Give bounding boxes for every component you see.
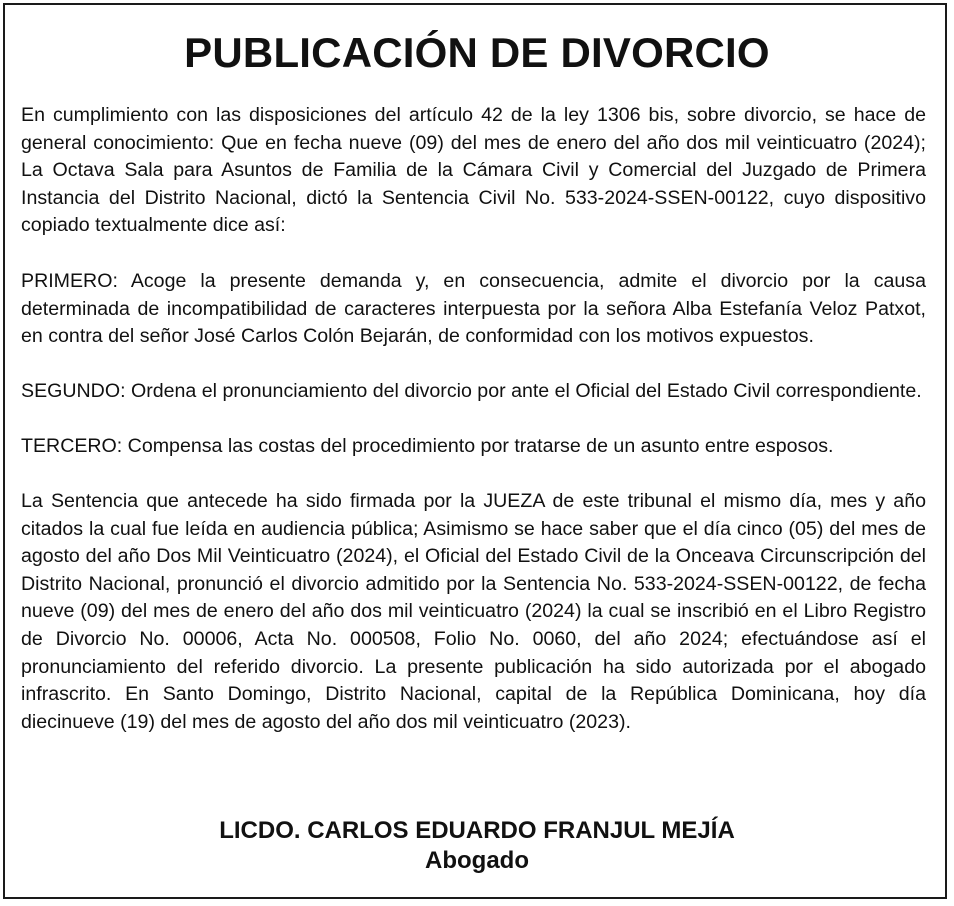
intro-paragraph: En cumplimiento con las disposiciones del artículo 42 de la ley 1306 bis, sobre divorcio, se hace de general conocimiento: Que en fecha nueve (09) del mes de enero del año dos mil veinticuatro (2024); La Octava Sala para Asuntos de Familia de la Cámara Civil y Comercial del Juzgado de Primera Instancia del Distrito Nacional, dictó la Sentencia Civil No. 533-2024-SSEN-00122, cuyo dispositivo copiado textualmente dice así: xyxy=(21,104,926,237)
closing-paragraph: La Sentencia que antecede ha sido firmada por la JUEZA de este tribunal el mismo día, mes y año citados la cual fue leída en audiencia pública; Asimismo se hace saber que el día cinco (05) del mes de agosto del año Dos Mil Veinticuatro (2024), el Oficial del Estado Civil de la Onceava Circunscripción del Distrito Nacional, pronunció el divorcio admitido por la Sentencia No. 533-2024-SSEN-00122, de fecha nueve (09) del mes de enero del año dos mil veinticuatro (2024) la cual se inscribió en el Libro Registro de Divorcio No. 00006, Acta No. 000508, Folio No. 0060, del año 2024; efectuándose así el pronunciamiento del referido divorcio. La presente publicación ha sido autorizada por el abogado infrascrito. En Santo Domingo, Distrito Nacional, capital de la República Dominicana, hoy día diecinueve (19) del mes de agosto del año dos mil veinticuatro (2023). xyxy=(21,490,926,733)
primero-paragraph: PRIMERO: Acoge la presente demanda y, en consecuencia, admite el divorcio por la causa determinada de incompatibilidad de caracteres interpuesta por la señora Alba Estefanía Veloz Patxot, en contra del señor José Carlos Colón Bejarán, de conformidad con los motivos expuestos. xyxy=(21,270,926,348)
signatory-name: LICDO. CARLOS EDUARDO FRANJUL MEJÍA xyxy=(219,817,735,844)
tercero-paragraph: TERCERO: Compensa las costas del procedimiento por tratarse de un asunto entre esposos. xyxy=(21,435,834,457)
notice-title: PUBLICACIÓN DE DIVORCIO xyxy=(184,29,770,76)
segundo-paragraph: SEGUNDO: Ordena el pronunciamiento del divorcio por ante el Oficial del Estado Civil correspondiente. xyxy=(21,380,922,402)
signatory-role: Abogado xyxy=(425,847,529,874)
